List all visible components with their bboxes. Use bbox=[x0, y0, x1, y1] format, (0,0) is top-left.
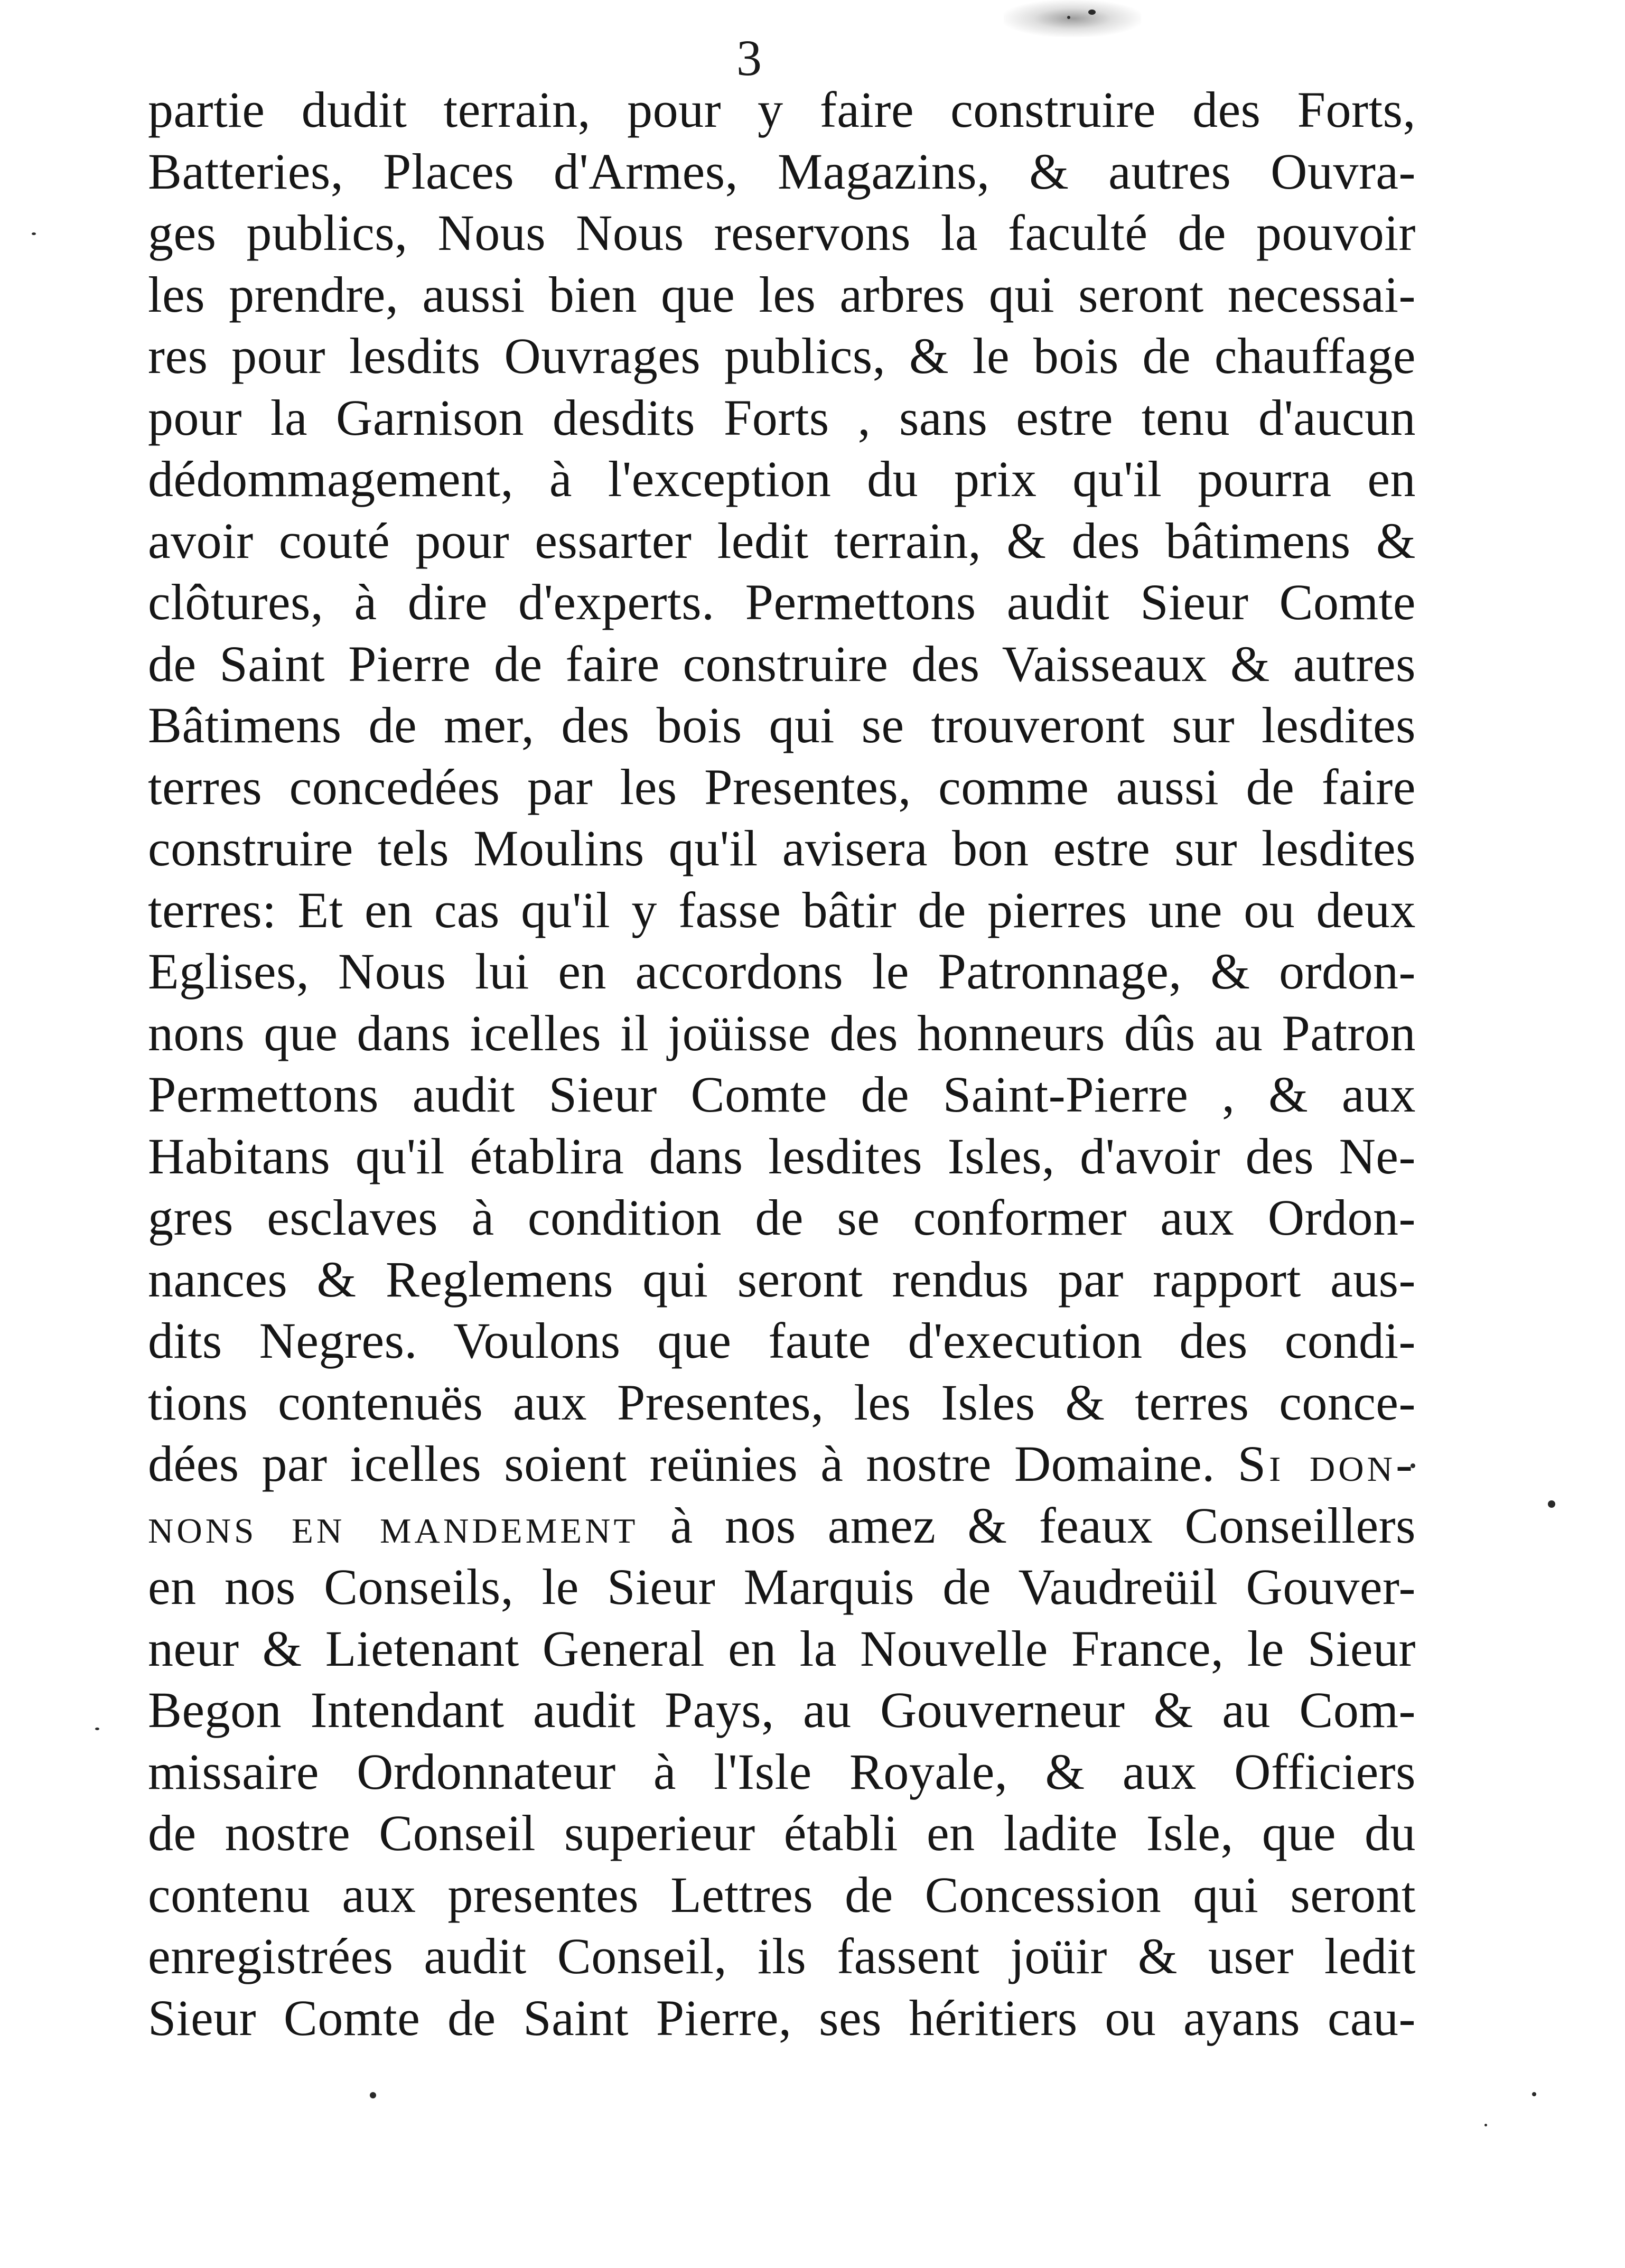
text-line: nons que dans icelles il joüisse des honneurs dûs au Patron bbox=[148, 1004, 1416, 1061]
text-line: avoir couté pour essarter ledit terrain, & des bâtimens & bbox=[148, 512, 1416, 569]
text-line: contenu aux presentes Lettres de Concession qui seront bbox=[148, 1866, 1416, 1923]
text-line: clôtures, à dire d'experts. Permettons audit Sieur Comte bbox=[148, 574, 1416, 630]
text-line: terres: Et en cas qu'il y fasse bâtir de pierres une ou deux bbox=[148, 881, 1416, 938]
ink-speck bbox=[1548, 1500, 1555, 1508]
ink-speck bbox=[1532, 2092, 1536, 2096]
text-line: Begon Intendant audit Pays, au Gouverneur & au Com- bbox=[148, 1682, 1416, 1738]
body-text bbox=[148, 79, 1416, 2049]
text-line: nances & Reglemens qui seront rendus par rapport aus- bbox=[148, 1250, 1416, 1308]
ink-speck bbox=[95, 1728, 99, 1730]
text-line: terres concedées par les Presentes, comme aussi de faire bbox=[148, 758, 1416, 815]
text-line: dédommagement, à l'exception du prix qu'il pourra en bbox=[148, 451, 1416, 507]
text-line: construire tels Moulins qu'il avisera bon estre sur lesdites bbox=[148, 820, 1416, 876]
text-line: ges publics, Nous Nous reservons la faculté de pouvoir bbox=[148, 204, 1416, 261]
ink-speck bbox=[370, 2092, 376, 2098]
text-line-with-smallcaps bbox=[148, 1433, 1416, 1495]
text-line: gres esclaves à condition de se conformer aux Ordon- bbox=[148, 1189, 1416, 1246]
text-line: pour la Garnison desdits Forts , sans estre tenu d'aucun bbox=[148, 389, 1416, 446]
text-line: res pour lesdits Ouvrages publics, & le bois de chauffage bbox=[148, 328, 1416, 384]
text-line: Batteries, Places d'Armes, Magazins, & autres Ouvra- bbox=[148, 143, 1416, 200]
text-line: Bâtimens de mer, des bois qui se trouveront sur lesdites bbox=[148, 697, 1416, 753]
text-line: tions contenuës aux Presentes, les Isles & terres conce- bbox=[148, 1374, 1416, 1431]
text-line: missaire Ordonnateur à l'Isle Royale, & aux Officiers bbox=[148, 1743, 1416, 1800]
text-fragment: à nos amez & feaux Conseillers bbox=[638, 1497, 1416, 1554]
ink-speck bbox=[1088, 10, 1096, 15]
text-line: de Saint Pierre de faire construire des Vaisseaux & autres bbox=[148, 635, 1416, 692]
text-line: Permettons audit Sieur Comte de Saint-Pierre , & aux bbox=[148, 1066, 1416, 1123]
text-line: enregistrées audit Conseil, ils fassent joüir & user ledit bbox=[148, 1928, 1416, 1984]
scan-artifact bbox=[1004, 0, 1141, 37]
text-fragment: dées par icelles soient reünies à nostre Domaine. bbox=[148, 1435, 1215, 1492]
text-line: les prendre, aussi bien que les arbres qui seront necessai- bbox=[148, 266, 1416, 323]
text-line: Habitans qu'il établira dans lesdites Isles, d'avoir des Ne- bbox=[148, 1127, 1416, 1184]
ink-speck bbox=[32, 232, 36, 235]
ink-speck bbox=[1484, 2124, 1487, 2126]
text-line bbox=[148, 1495, 1416, 1557]
page-number: 3 bbox=[736, 30, 762, 86]
smallcaps-fragment: Si don- bbox=[1237, 1435, 1416, 1492]
text-line: Eglises, Nous lui en accordons le Patronnage, & ordon- bbox=[148, 943, 1416, 1000]
text-line: dits Negres. Voulons que faute d'execution des condi- bbox=[148, 1312, 1416, 1369]
ink-speck bbox=[1067, 16, 1070, 19]
text-line: de nostre Conseil superieur établi en ladite Isle, que du bbox=[148, 1805, 1416, 1861]
text-line: neur & Lietenant General en la Nouvelle France, le Sieur bbox=[148, 1620, 1416, 1677]
text-line: en nos Conseils, le Sieur Marquis de Vaudreüil Gouver- bbox=[148, 1558, 1416, 1615]
text-line: partie dudit terrain, pour y faire construire des Forts, bbox=[148, 81, 1416, 138]
text-line: Sieur Comte de Saint Pierre, ses héritiers ou ayans cau- bbox=[148, 1989, 1416, 2046]
smallcaps-fragment: nons en mandement bbox=[148, 1497, 639, 1554]
